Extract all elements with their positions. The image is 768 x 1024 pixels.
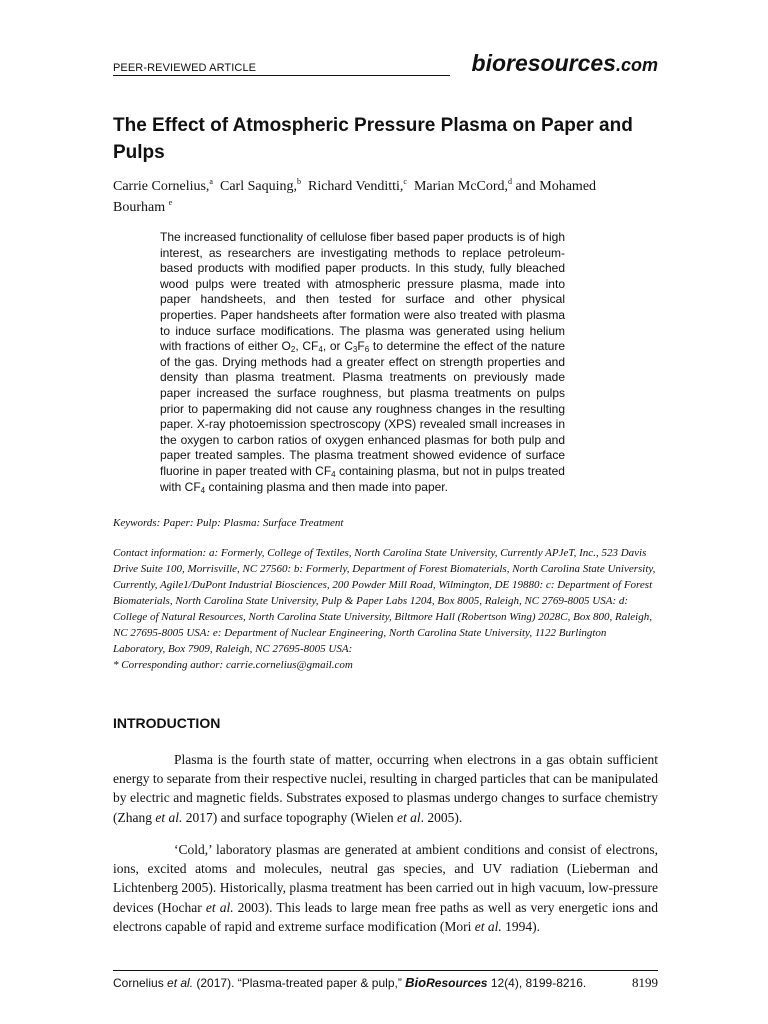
abstract-subscript: 4 bbox=[331, 469, 336, 479]
section-heading: INTRODUCTION bbox=[113, 715, 221, 731]
abstract-subscript: 4 bbox=[200, 485, 206, 495]
author-affiliation: a bbox=[209, 177, 213, 186]
journal-name-suffix: Resources bbox=[426, 976, 488, 990]
author-affiliation: c bbox=[403, 177, 407, 186]
abstract-subscript: 3 bbox=[352, 345, 358, 355]
paragraph-text: 1994). bbox=[501, 918, 540, 934]
paragraph-text: Plasma is the fourth state of matter, occurring when electrons in a gas obtain sufficient energy to separate from their respective nuclei, resulting in charged particles that can be manipulated by electric and magnetic fields. Substrates exposed to plasmas undergo changes to surface chemistry (Zhang bbox=[113, 752, 658, 825]
footer-citation bbox=[113, 975, 586, 990]
journal-name-prefix: Bio bbox=[405, 975, 427, 990]
author-name: Marian McCord, bbox=[413, 179, 509, 194]
page-number: 8199 bbox=[632, 975, 658, 990]
abstract-text: containing plasma and then made into paper. bbox=[205, 479, 448, 494]
corresponding-author: * Corresponding author: carrie.cornelius@gmail.com bbox=[113, 659, 353, 671]
author-affiliation: d bbox=[508, 177, 513, 186]
site-domain: .com bbox=[615, 55, 658, 75]
author-name: Carrie Cornelius, bbox=[113, 179, 210, 194]
author-name: Richard Venditti, bbox=[307, 179, 404, 194]
abstract-text: , CF bbox=[295, 339, 319, 354]
journal-site-logo bbox=[472, 50, 658, 77]
author-name: Carl Saquing, bbox=[219, 179, 297, 194]
abstract-subscript: 6 bbox=[364, 345, 370, 355]
author-affiliation: b bbox=[296, 177, 301, 186]
et-al: et al. bbox=[205, 899, 234, 915]
keywords: Keywords: Paper: Pulp: Plasma: Surface Treatment bbox=[113, 517, 344, 529]
abstract-text: The increased functionality of cellulose fiber based paper products is of high interest, as researchers are investigating methods to replace petroleum-based products with modified paper products. In this study, fully bleached wood pulps were treated with atmospheric pressure plasma, made into paper handsheets, and then tested for surface and other physical properties. Paper handsheets after formation were also treated with plasma to induce surface modifications. The plasma was generated using helium with fractions of either O bbox=[160, 230, 565, 354]
paragraph-text: 2003). This leads to large mean free paths as well as very energetic ions and electrons capable of rapid and extreme surface modification (Mori bbox=[113, 899, 658, 934]
article-type-label: PEER-REVIEWED ARTICLE bbox=[113, 62, 257, 74]
body-paragraph bbox=[113, 750, 658, 827]
abstract-subscript: 2 bbox=[290, 345, 296, 355]
footer-citation-text: (2017). “Plasma-treated paper & pulp,” bbox=[193, 976, 406, 990]
site-name: bioresources bbox=[471, 50, 616, 76]
footer-volume: 12(4), 8199-8216. bbox=[487, 976, 587, 990]
et-al: et al bbox=[397, 809, 421, 825]
contact-text: Contact information: a: Formerly, College of Textiles, North Carolina State University, Currently APJeT, Inc., 523 Davis Drive Suite 100, Morrisville, NC 27560: b: Formerly, Department of Forest Biomaterials, North Carolina State University, Currently, Agile1/DuPont Industrial Biosciences, 200 Powder Mill Road, Wilmington, DE 19880: c: Department of Forest Biomaterials, North Carolina State University, Pulp & Paper Labs 1204, Box 8005, Raleigh, NC 2769-8005 USA: d: College of Natural Resources, North Carolina State University, Biltmore Hall (Robertson Wing) 2028C, Box 800, Raleigh, NC 27695-8005 USA: e: Department of Nuclear Engineering, North Carolina State University, 1122 Burlington Laboratory, Box 7909, Raleigh, NC 27695-8005 USA: bbox=[113, 547, 656, 655]
header-rule bbox=[113, 75, 450, 76]
et-al: et al. bbox=[155, 809, 183, 825]
abstract-subscript: 4 bbox=[318, 345, 323, 355]
footer-rule bbox=[113, 970, 658, 971]
paragraph-text: ‘Cold,’ laboratory plasmas are generated at ambient conditions and consist of electrons, ions, excited atoms and molecules, neutral gas species, and UV radiation (Lieberman and Lichtenberg 2005). Historically, plasma treatment has been carried out in high vacuum, low-pressure devices (Hochar bbox=[113, 842, 658, 915]
footer-author: Cornelius bbox=[113, 976, 168, 990]
body-paragraph bbox=[113, 840, 658, 936]
author-affiliation: e bbox=[168, 198, 173, 207]
article-title: The Effect of Atmospheric Pressure Plasma on Paper and Pulps bbox=[113, 115, 633, 163]
running-footer bbox=[113, 975, 658, 995]
paragraph-text: 2017) and surface topography (Wielen bbox=[182, 809, 397, 825]
abstract-text: , or C bbox=[322, 339, 353, 354]
contact-information bbox=[113, 545, 658, 673]
author-name: and Mohamed Bourham bbox=[113, 179, 597, 215]
abstract bbox=[160, 230, 565, 495]
et-al: et al. bbox=[167, 976, 194, 990]
abstract-text: F bbox=[357, 339, 365, 354]
et-al: et al. bbox=[474, 918, 502, 934]
paragraph-text: . 2005). bbox=[420, 809, 463, 825]
author-list bbox=[113, 176, 658, 218]
running-header bbox=[113, 50, 658, 82]
abstract-text: to determine the effect of the nature of the gas. Drying methods had a greater effect on strength properties and density than plasma treatment. Plasma treatments on previously made paper increased the surface roughness, but plasma treatments on pulps prior to papermaking did not cause any roughness changes in the resulting paper. X-ray photoemission spectroscopy (XPS) revealed small increases in the oxygen to carbon ratios of oxygen enhanced plasmas for both pulp and paper treated samples. The plasma treatment showed evidence of surface fluorine in paper treated with CF bbox=[160, 339, 566, 478]
abstract-text: containing plasma, but not in pulps treated with CF bbox=[160, 463, 565, 494]
